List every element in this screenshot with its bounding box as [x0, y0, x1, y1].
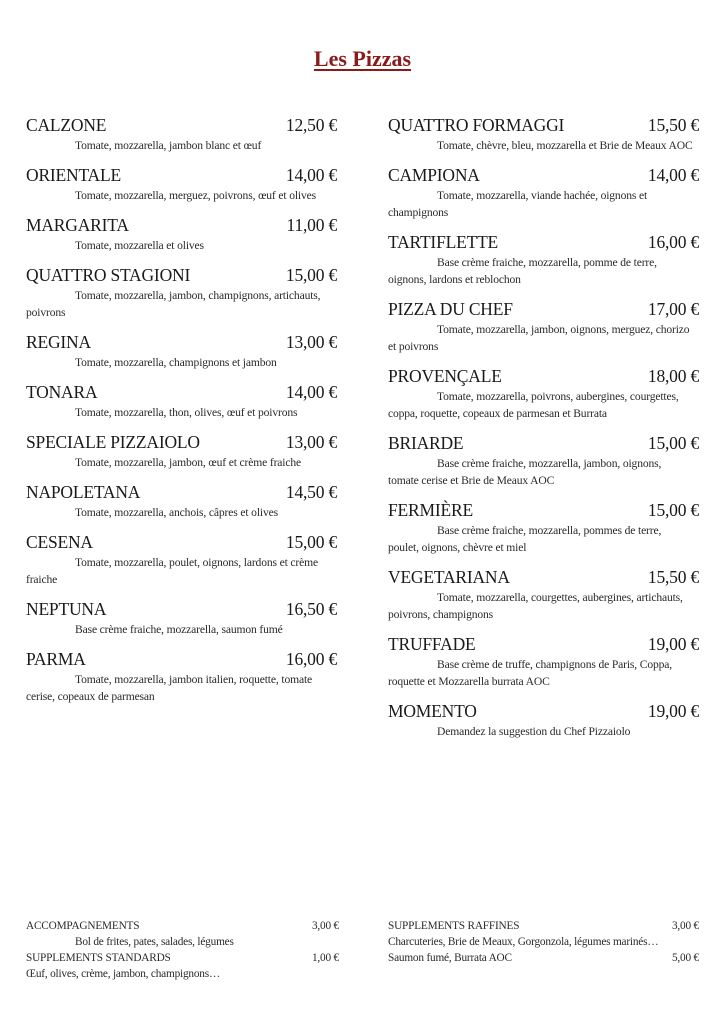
pizza-price: 13,00 €	[285, 432, 337, 452]
menu-item-header	[26, 430, 337, 454]
menu-column-right	[388, 113, 699, 749]
pizza-description: Tomate, mozzarella, jambon blanc et œuf	[75, 139, 262, 152]
pizza-name: TARTIFLETTE	[388, 232, 499, 252]
pizza-description: Tomate, mozzarella, thon, olives, œuf et poivrons	[75, 406, 298, 419]
pizza-name: CALZONE	[26, 115, 107, 135]
menu-item-header	[388, 230, 699, 254]
pizza-price: 14,00 €	[285, 165, 337, 185]
extra-label: SUPPLEMENTS RAFFINES	[388, 920, 520, 932]
pizza-price: 12,50 €	[285, 115, 337, 135]
pizza-price: 15,00 €	[647, 500, 699, 520]
pizza-description: Tomate, mozzarella, merguez, poivrons, œuf et olives	[75, 189, 317, 202]
extra-price: 3,00 €	[311, 920, 339, 932]
menu-item-header	[26, 530, 337, 554]
pizza-name: TRUFFADE	[388, 634, 476, 654]
accompagnements-row	[26, 918, 339, 934]
pizza-description: Base crème fraiche, mozzarella, saumon fumé	[75, 623, 283, 636]
pizza-price: 19,00 €	[647, 634, 699, 654]
pizza-price: 19,00 €	[647, 701, 699, 721]
menu-item	[26, 597, 337, 638]
pizza-description: Tomate, mozzarella, anchois, câpres et olives	[75, 506, 278, 519]
pizza-price: 15,00 €	[647, 433, 699, 453]
menu-item	[26, 263, 337, 321]
pizza-description: Tomate, mozzarella, courgettes, aubergines, artichauts, poivrons, champignons	[388, 591, 683, 621]
pizza-name: QUATTRO STAGIONI	[26, 265, 191, 285]
pizza-name: PARMA	[26, 649, 86, 669]
pizza-name: VEGETARIANA	[388, 567, 510, 587]
pizza-description: Demandez la suggestion du Chef Pizzaiolo	[437, 725, 631, 738]
pizza-description: Base crème fraiche, mozzarella, jambon, oignons, tomate cerise et Brie de Meaux AOC	[388, 457, 662, 487]
supplements-raffines-row	[388, 918, 699, 934]
menu-item-header	[388, 364, 699, 388]
menu-item	[388, 565, 699, 623]
menu-item-header	[388, 699, 699, 723]
extra-label: ACCOMPAGNEMENTS	[26, 920, 140, 932]
pizza-description: Tomate, mozzarella, jambon, champignons, artichauts, poivrons	[26, 289, 321, 319]
menu-item	[26, 163, 337, 204]
pizza-name: MOMENTO	[388, 701, 477, 721]
supplements-premium-row	[388, 950, 699, 966]
menu-item-header	[388, 632, 699, 656]
pizza-name: NEPTUNA	[26, 599, 107, 619]
menu-item	[388, 297, 699, 355]
menu-item-header	[26, 647, 337, 671]
menu-item-header	[26, 330, 337, 354]
menu-item	[388, 364, 699, 422]
extra-desc: Œuf, olives, crème, jambon, champignons…	[26, 968, 221, 980]
menu-item-header	[26, 480, 337, 504]
extra-price: 3,00 €	[671, 920, 699, 932]
extras-left	[26, 918, 339, 982]
pizza-description: Base crème fraiche, mozzarella, pomme de terre, oignons, lardons et reblochon	[388, 256, 657, 286]
pizza-name: ORIENTALE	[26, 165, 121, 185]
menu-item	[388, 498, 699, 556]
pizza-name: CESENA	[26, 532, 93, 552]
pizza-description: Base crème de truffe, champignons de Paris, Coppa, roquette et Mozzarella burrata AOC	[388, 658, 673, 688]
extra-desc: Charcuteries, Brie de Meaux, Gorgonzola, légumes marinés…	[388, 936, 659, 948]
pizza-description: Tomate, chèvre, bleu, mozzarella et Brie de Meaux AOC	[437, 139, 693, 152]
pizza-price: 17,00 €	[647, 299, 699, 319]
pizza-name: QUATTRO FORMAGGI	[388, 115, 565, 135]
pizza-name: BRIARDE	[388, 433, 464, 453]
menu-item-header	[388, 297, 699, 321]
pizza-name: FERMIÈRE	[388, 500, 473, 520]
menu-item-header	[388, 431, 699, 455]
menu-item-header	[26, 380, 337, 404]
pizza-price: 15,00 €	[285, 532, 337, 552]
pizza-name: TONARA	[26, 382, 98, 402]
menu-item	[26, 380, 337, 421]
pizza-description: Tomate, mozzarella, jambon, œuf et crème fraiche	[75, 456, 301, 469]
menu-item	[388, 230, 699, 288]
pizza-price: 16,00 €	[647, 232, 699, 252]
page-title: Les Pizzas	[313, 46, 412, 71]
pizza-name: CAMPIONA	[388, 165, 480, 185]
pizza-name: SPECIALE PIZZAIOLO	[26, 432, 200, 452]
menu-column-left	[26, 113, 337, 714]
pizza-price: 14,50 €	[285, 482, 337, 502]
menu-item	[388, 431, 699, 489]
pizza-description: Tomate, mozzarella, poivrons, aubergines, courgettes, coppa, roquette, copeaux de parmesan et Burrata	[388, 390, 679, 420]
menu-item	[26, 330, 337, 371]
menu-item	[388, 699, 699, 740]
menu-item-header	[26, 213, 337, 237]
pizza-name: MARGARITA	[26, 215, 129, 235]
pizza-price: 14,00 €	[285, 382, 337, 402]
menu-item-header	[26, 597, 337, 621]
pizza-name: PIZZA DU CHEF	[388, 299, 513, 319]
pizza-description: Tomate, mozzarella, jambon italien, roquette, tomate cerise, copeaux de parmesan	[26, 673, 313, 703]
pizza-price: 16,00 €	[285, 649, 337, 669]
menu-item	[26, 213, 337, 254]
pizza-description: Tomate, mozzarella, viande hachée, oignons et champignons	[388, 189, 648, 219]
menu-item	[26, 430, 337, 471]
pizza-description: Tomate, mozzarella, champignons et jambon	[75, 356, 277, 369]
pizza-name: PROVENÇALE	[388, 366, 502, 386]
pizza-price: 14,00 €	[647, 165, 699, 185]
supplements-standards-row	[26, 950, 339, 966]
menu-item-header	[388, 498, 699, 522]
extras-right	[388, 918, 699, 966]
menu-item-header	[388, 163, 699, 187]
menu-item	[26, 530, 337, 588]
pizza-name: REGINA	[26, 332, 91, 352]
menu-item	[388, 113, 699, 154]
pizza-price: 13,00 €	[285, 332, 337, 352]
pizza-price: 18,00 €	[647, 366, 699, 386]
pizza-price: 15,50 €	[647, 115, 699, 135]
pizza-description: Tomate, mozzarella, jambon, oignons, merguez, chorizo et poivrons	[388, 323, 690, 353]
menu-item-header	[26, 263, 337, 287]
menu-item-header	[26, 113, 337, 137]
extra-desc: Bol de frites, pates, salades, légumes	[75, 936, 234, 948]
menu-item	[388, 632, 699, 690]
menu-item-header	[388, 113, 699, 137]
extra-label: SUPPLEMENTS STANDARDS	[26, 952, 171, 964]
pizza-price: 16,50 €	[285, 599, 337, 619]
menu-item	[26, 480, 337, 521]
pizza-name: NAPOLETANA	[26, 482, 141, 502]
menu-item	[26, 647, 337, 705]
menu-item-header	[26, 163, 337, 187]
menu-item-header	[388, 565, 699, 589]
menu-item	[26, 113, 337, 154]
pizza-price: 15,50 €	[647, 567, 699, 587]
pizza-price: 15,00 €	[285, 265, 337, 285]
extra-price: 1,00 €	[311, 952, 339, 964]
pizza-description: Tomate, mozzarella et olives	[75, 239, 204, 252]
pizza-description: Tomate, mozzarella, poulet, oignons, lardons et crème fraiche	[26, 556, 318, 586]
pizza-description: Base crème fraiche, mozzarella, pommes de terre, poulet, oignons, chèvre et miel	[388, 524, 662, 554]
extra-price: 5,00 €	[671, 952, 699, 964]
extra-label: Saumon fumé, Burrata AOC	[388, 952, 512, 964]
pizza-price: 11,00 €	[286, 215, 337, 235]
menu-item	[388, 163, 699, 221]
